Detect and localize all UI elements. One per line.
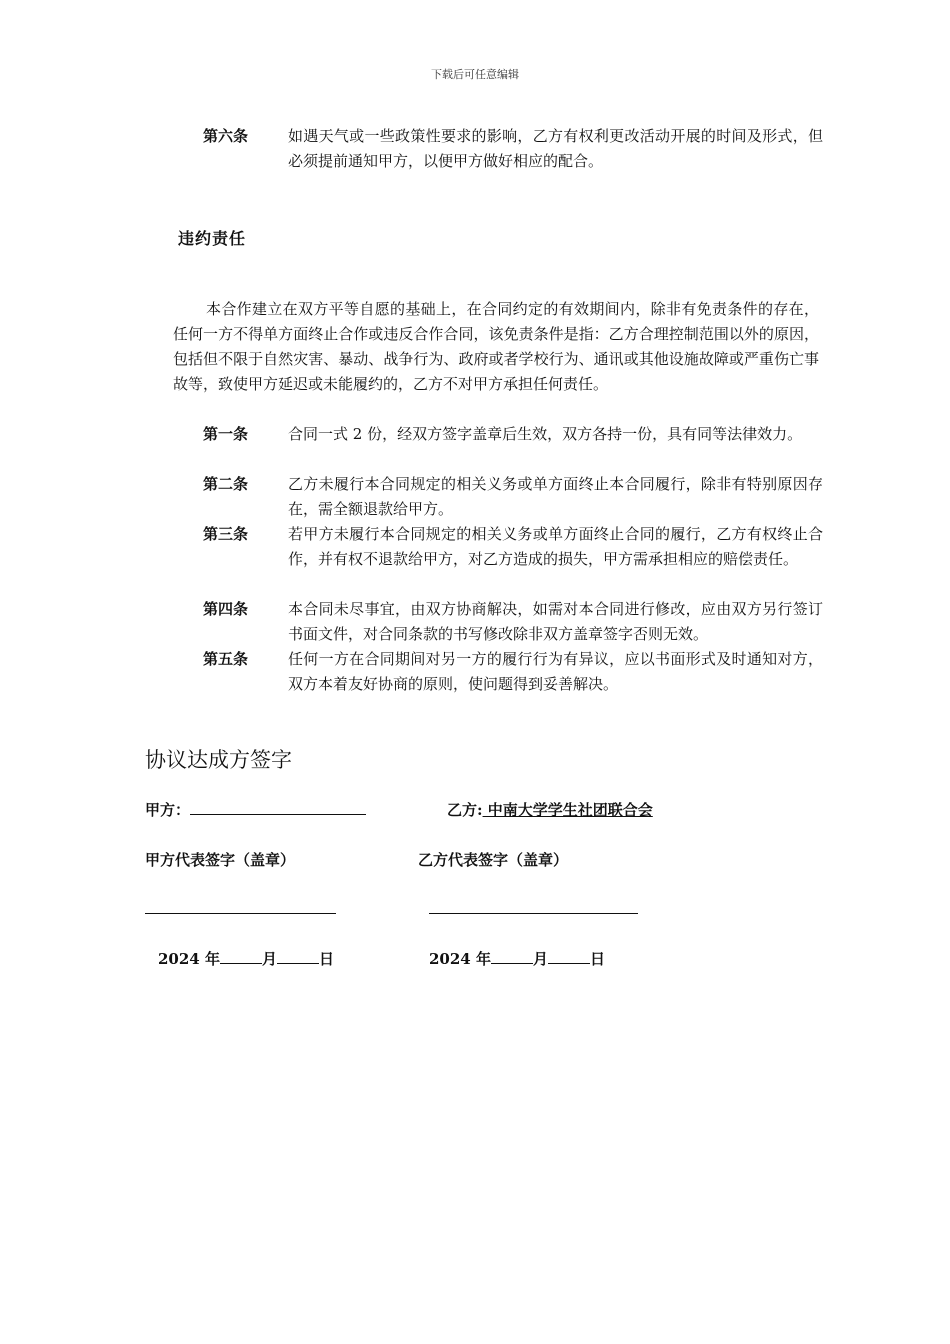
party-a-signature-line[interactable]	[145, 913, 336, 914]
month-blank[interactable]	[491, 949, 533, 964]
article-label: 第五条	[203, 650, 249, 668]
party-b-label: 乙方:	[447, 801, 483, 819]
party-a-date	[158, 948, 334, 969]
party-a-blank[interactable]	[190, 800, 366, 815]
month-blank[interactable]	[220, 949, 262, 964]
article-text: 本合同未尽事宜，由双方协商解决，如需对本合同进行修改，应由双方另行签订书面文件，对合同条款的书写修改除非双方盖章签字否则无效。	[288, 600, 823, 643]
article-text: 如遇天气或一些政策性要求的影响，乙方有权利更改活动开展的时间及形式，但必须提前通知甲方，以便甲方做好相应的配合。	[288, 127, 823, 170]
article-five	[203, 647, 823, 697]
article-label: 第三条	[203, 525, 249, 543]
date-day: 日	[590, 950, 606, 968]
article-label: 第四条	[203, 600, 249, 618]
signature-heading: 协议达成方签字	[145, 748, 292, 772]
article-text: 若甲方未履行本合同规定的相关义务或单方面终止合同的履行，乙方有权终止合作，并有权不退款给甲方，对乙方造成的损失，甲方需承担相应的赔偿责任。	[288, 525, 823, 568]
article-three	[203, 522, 823, 572]
party-b-line	[447, 799, 653, 820]
party-b-name: 中南大学学生社团联合会	[482, 801, 653, 819]
article-label: 第六条	[203, 127, 249, 145]
party-b-rep: 乙方代表签字（盖章）	[418, 851, 569, 869]
party-a-line	[145, 799, 366, 820]
day-blank[interactable]	[277, 949, 319, 964]
date-year: 2024 年	[429, 950, 491, 968]
article-four	[203, 597, 823, 647]
party-a-rep: 甲方代表签字（盖章）	[145, 851, 296, 869]
article-two	[203, 472, 823, 522]
article-one	[203, 422, 823, 447]
date-month: 月	[261, 950, 277, 968]
party-b-date	[429, 948, 605, 969]
date-day: 日	[319, 950, 335, 968]
party-b-signature-line[interactable]	[429, 913, 638, 914]
day-blank[interactable]	[548, 949, 590, 964]
article-text: 合同一式 2 份，经双方签字盖章后生效，双方各持一份，具有同等法律效力。	[288, 425, 803, 443]
header-note: 下载后可任意编辑	[431, 68, 519, 81]
section-heading: 违约责任	[178, 229, 247, 248]
article-text: 任何一方在合同期间对另一方的履行行为有异议，应以书面形式及时通知对方，双方本着友好协商的原则，使问题得到妥善解决。	[288, 650, 823, 693]
party-a-label: 甲方：	[145, 801, 191, 819]
date-month: 月	[532, 950, 548, 968]
article-text: 乙方未履行本合同规定的相关义务或单方面终止本合同履行，除非有特别原因存在，需全额退款给甲方。	[288, 475, 823, 518]
article-label: 第一条	[203, 425, 249, 443]
intro-paragraph: 本合作建立在双方平等自愿的基础上，在合同约定的有效期间内，除非有免责条件的存在，任何一方不得单方面终止合作或违反合作合同，该免责条件是指：乙方合理控制范围以外的原因，包括但不限于自然灾害、暴动、战争行为、政府或者学校行为、通讯或其他设施故障或严重伤亡事故等，致使甲方延迟或未能履约的，乙方不对甲方承担任何责任。	[173, 300, 819, 393]
article-label: 第二条	[203, 475, 249, 493]
article-six	[203, 124, 823, 174]
date-year: 2024 年	[158, 950, 220, 968]
